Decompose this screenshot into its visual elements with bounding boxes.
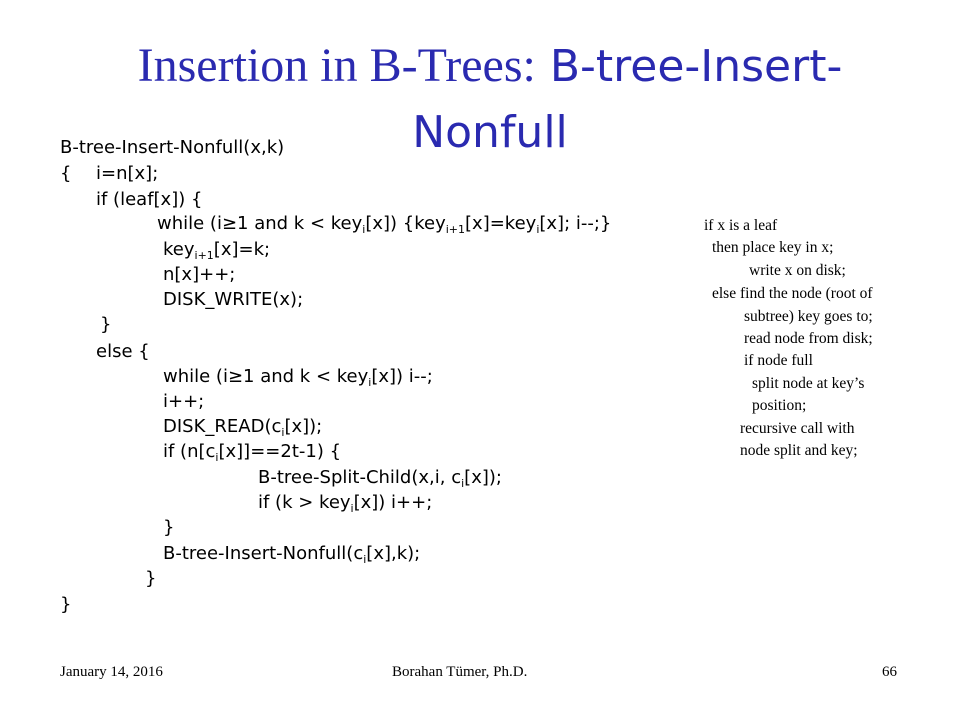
footer-author: Borahan Tümer, Ph.D.: [392, 664, 528, 680]
code-line-split-child: [258, 467, 502, 490]
code-text: if (n[c: [163, 441, 216, 462]
code-line-close-if-full: }: [163, 517, 175, 538]
code-line-increment-n: n[x]++;: [163, 264, 236, 285]
title-part-1: Insertion in B-Trees:: [137, 39, 536, 92]
code-line-assign-key: [163, 239, 270, 262]
note-line: write x on disk;: [749, 262, 846, 279]
code-subscript: i: [368, 376, 372, 389]
code-text: [x]) i++;: [353, 492, 433, 513]
code-line-disk-read: [163, 416, 322, 439]
code-line-close-function: }: [60, 594, 72, 615]
code-line-recursive-call: [163, 543, 420, 566]
note-line: recursive call with: [740, 420, 855, 437]
footer-page-number: 66: [882, 664, 897, 680]
code-text: [x]);: [464, 467, 502, 488]
code-line-while-leaf: [157, 213, 611, 236]
code-line-disk-write: DISK_WRITE(x);: [163, 289, 304, 310]
note-line: subtree) key goes to;: [744, 308, 873, 325]
code-subscript: i: [362, 223, 366, 236]
code-text: [x]=k;: [213, 239, 271, 260]
code-line-open-brace: {: [60, 163, 72, 184]
title-part-2: B-tree-Insert-Nonfull: [412, 41, 843, 158]
code-subscript: i: [350, 502, 354, 515]
code-header: B-tree-Insert-Nonfull(x,k): [60, 137, 285, 158]
code-subscript: i+1: [194, 249, 214, 262]
code-text: [x]) i--;: [371, 366, 433, 387]
note-line: split node at key’s: [752, 375, 865, 392]
code-line-if-greater: [258, 492, 432, 515]
code-text: [x],k);: [366, 543, 421, 564]
code-line-if-full: [163, 441, 341, 464]
code-subscript: i: [461, 477, 465, 490]
code-text: [x]) {key: [365, 213, 446, 234]
code-text: B-tree-Insert-Nonfull(c: [163, 543, 364, 564]
code-subscript: i: [215, 451, 219, 464]
code-line-i-increment: i++;: [163, 391, 205, 412]
code-text: if (k > key: [258, 492, 351, 513]
code-text: [x]; i--;}: [539, 213, 612, 234]
code-subscript: i+1: [445, 223, 466, 236]
code-text: B-tree-Split-Child(x,i, c: [258, 467, 462, 488]
code-text: key: [163, 239, 195, 260]
code-line-else: else {: [96, 341, 150, 362]
note-line: if node full: [744, 352, 813, 369]
code-text: DISK_READ(c: [163, 416, 282, 437]
code-line-init: i=n[x];: [96, 163, 159, 184]
code-text: [x]);: [284, 416, 323, 437]
code-text: while (i≥1 and k < key: [163, 366, 369, 387]
footer-date: January 14, 2016: [60, 664, 163, 680]
code-subscript: i: [536, 223, 540, 236]
note-line: read node from disk;: [744, 330, 873, 347]
code-text: while (i≥1 and k < key: [157, 213, 363, 234]
code-line-if-leaf: if (leaf[x]) {: [96, 189, 203, 210]
code-line-while-internal: [163, 366, 433, 389]
note-line: else find the node (root of: [712, 285, 873, 302]
code-line-close-else: }: [145, 568, 157, 589]
code-text: [x]=key: [465, 213, 537, 234]
code-line-close-if: }: [100, 314, 112, 335]
code-subscript: i: [363, 553, 367, 566]
note-line: then place key in x;: [712, 239, 834, 256]
code-subscript: i: [281, 426, 285, 439]
note-line: if x is a leaf: [704, 217, 778, 234]
code-text: [x]]==2t-1) {: [218, 441, 342, 462]
note-line: position;: [752, 397, 807, 414]
note-line: node split and key;: [740, 442, 858, 459]
